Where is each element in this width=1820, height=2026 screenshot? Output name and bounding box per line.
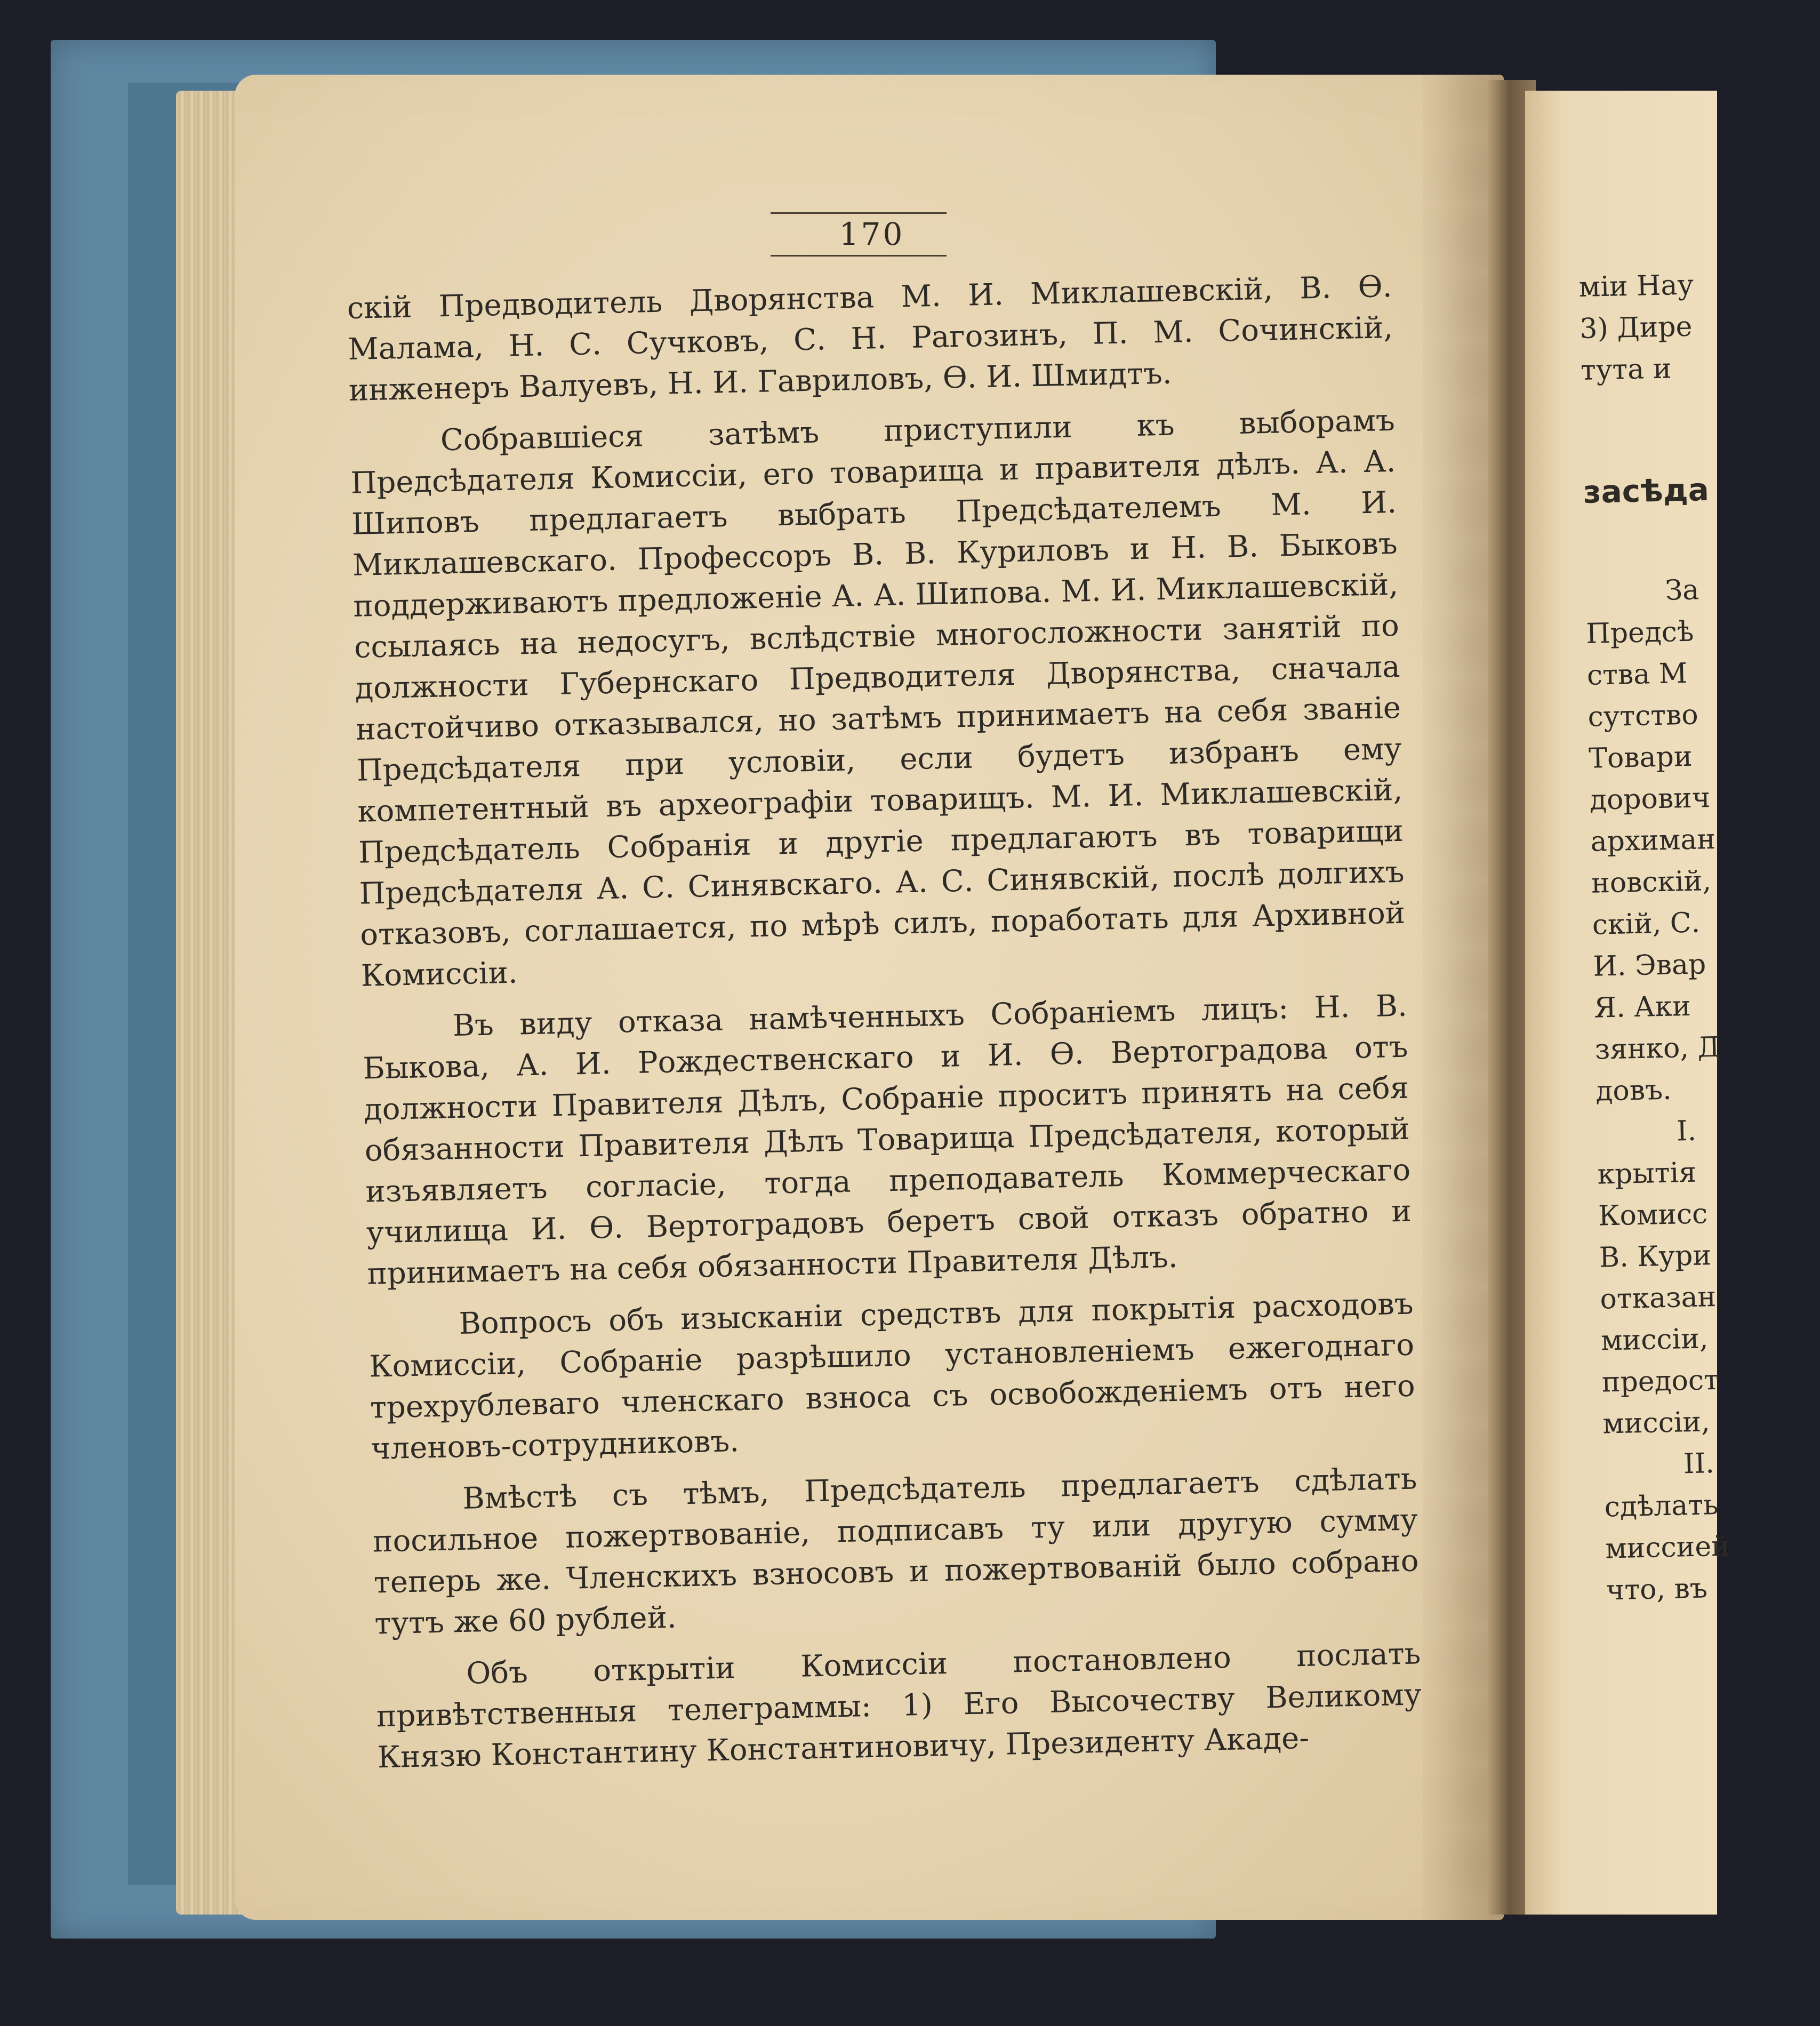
section-heading: засѣда	[1583, 471, 1710, 510]
text-line: 3) Дире	[1579, 310, 1693, 345]
text-line: II.	[1683, 1447, 1715, 1480]
text-line: И. Эвар	[1592, 948, 1706, 983]
paragraph: Объ открытіи Комиссіи постановлено послать привѣтственныя телеграммы: 1) Его Высочеству Великому Князю Константину Константиновичу, Президенту Акаде-	[376, 1636, 1422, 1775]
text-line: архиман	[1590, 823, 1716, 858]
paragraph: Вмѣстѣ съ тѣмъ, Предсѣдатель предлагаетъ сдѣлать посильное пожертвованіе, подписавъ ту или другую сумму теперь же. Членскихъ взносовъ и пожертвованій было собрано тутъ же 60 рублей.	[372, 1461, 1420, 1641]
text-line: В. Кури	[1599, 1239, 1712, 1274]
paragraph: Въ виду отказа намѣченныхъ Собраніемъ лицъ: Н. В. Быкова, А. И. Рождественскаго и И. Ѳ. Вертоградова отъ должности Правителя Дѣлъ, Собраніе проситъ принять на себя обязанности Правителя Дѣлъ Товарища Предсѣдателя, который изъявляетъ согласіе, тогда преподаватель Коммерческаго училища И. Ѳ. Вертоградовъ беретъ свой отказъ обратно и принимаетъ на себя обязанности Правителя Дѣлъ.	[362, 988, 1412, 1292]
page-number-rule-top	[771, 212, 947, 214]
text-line: скій, С.	[1592, 907, 1701, 941]
text-line: миссіи,	[1602, 1406, 1711, 1440]
text-line: Комисс	[1598, 1198, 1708, 1232]
text-line: миссіи,	[1600, 1323, 1709, 1357]
paragraph: скій Предводитель Дворянства М. И. Миклашевскій, В. Ѳ. Малама, Н. С. Сучковъ, С. Н. Рагозинъ, П. М. Сочинскій, инженеръ Валуевъ, Н. И. Гавриловъ, Ѳ. И. Шмидтъ.	[347, 269, 1393, 408]
text-line: что, въ	[1606, 1572, 1708, 1607]
text-line: новскій,	[1591, 865, 1712, 900]
text-line: отказан	[1599, 1281, 1717, 1316]
text-line: I.	[1676, 1115, 1697, 1148]
text-line: ства М	[1586, 657, 1688, 692]
right-page-text	[1578, 262, 1820, 1612]
text-line: предост	[1601, 1364, 1720, 1399]
text-line: крытія	[1597, 1156, 1697, 1191]
text-line: Предсѣ	[1585, 615, 1694, 650]
text-line: миссией	[1605, 1530, 1730, 1565]
text-line: Я. Аки	[1593, 990, 1691, 1024]
page-number: 170	[839, 216, 905, 252]
text-line: За	[1665, 574, 1699, 607]
text-line: дорович	[1589, 782, 1711, 816]
text-line: сдѣлать	[1604, 1489, 1719, 1524]
text-line: Товари	[1588, 740, 1693, 775]
paragraph: Собравшіеся затѣмъ приступили къ выборамъ Предсѣдателя Комиссіи, его товарища и правителя дѣлъ. А. А. Шиповъ предлагаетъ выбрать Предсѣдателемъ М. И. Миклашевскаго. Профессоръ В. В. Куриловъ и Н. В. Быковъ поддерживаютъ предложеніе А. А. Шипова. М. И. Миклашевскій, ссылаясь на недосугъ, вслѣдствіе многосложности занятій по должности Губернскаго Предводителя Дворянства, сначала настойчиво отказывался, но затѣмъ принимаетъ на себя званіе Предсѣдателя при условіи, если будетъ избранъ ему компетентный въ археографіи товарищъ. М. И. Миклашевскій, Предсѣдатель Собранія и другіе предлагаютъ въ товарищи Предсѣдателя А. С. Синявскаго. А. С. Синявскій, послѣ долгихъ отказовъ, соглашается, по мѣрѣ силъ, поработать для Архивной Комиссіи.	[350, 403, 1406, 994]
text-line: міи Нау	[1578, 269, 1694, 303]
text-line: сутство	[1588, 699, 1699, 733]
text-line: довъ.	[1595, 1074, 1672, 1108]
text-line: зянко, Д	[1594, 1031, 1721, 1066]
text-line: тута и	[1580, 353, 1672, 387]
page-number-rule-bottom	[771, 255, 947, 257]
left-page-text	[347, 266, 1423, 1789]
paragraph: Вопросъ объ изысканіи средствъ для покрытія расходовъ Комиссіи, Собраніе разрѣшило установленіемъ ежегоднаго трехрублеваго членскаго взноса съ освобожденіемъ отъ него членовъ-сотрудниковъ.	[368, 1286, 1416, 1467]
